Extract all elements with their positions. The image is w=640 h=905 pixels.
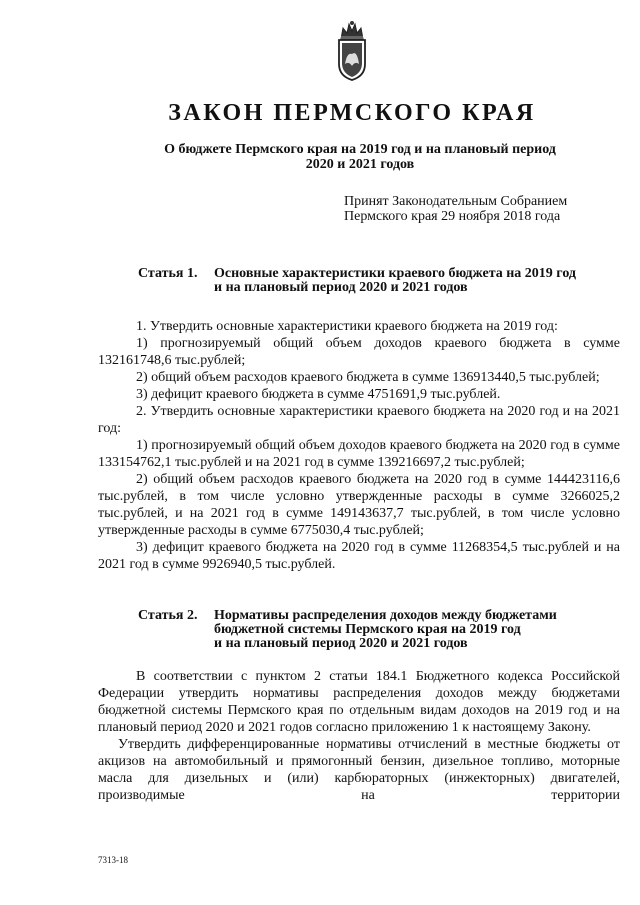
paragraph: В соответствии с пунктом 2 статьи 184.1 Бюджетного кодекса Российской Федерации утвердить нормативы распределения доходов между бюджетами бюджетной системы Пермского края по отдельным видам доходов на 2019 год и на плановый период 2020 и 2021 годов согласно приложению 1 к настоящему Закону. [98,669,620,735]
paragraph: 2. Утвердить основные характеристики краевого бюджета на 2020 год и на 2021 год: [98,404,620,436]
article-title-line: Нормативы распределения доходов между бюджетами [214,608,557,623]
subtitle-line: О бюджете Пермского края на 2019 год и на плановый период [164,142,556,157]
paragraph: Утвердить дифференцированные нормативы отчислений в местные бюджеты от акцизов на автомобильный и прямогонный бензин, дизельное топливо, моторные масла для дизельных и (или) карбюраторных (инжекторных) двигателей, производимые на территории [98,737,620,803]
document-subtitle [140,142,580,172]
adoption-line: Принят Законодательным Собранием [344,194,568,209]
article-title-line: Основные характеристики краевого бюджета на 2019 год [214,266,576,281]
article-title-line: и на плановый период 2020 и 2021 годов [214,280,468,295]
article-title [214,267,634,295]
article-2-body [98,668,620,804]
paragraph: 3) дефицит краевого бюджета на 2020 год в сумме 11268354,5 тыс.рублей и на 2021 год в сумме 9926940,5 тыс.рублей. [98,540,620,572]
adoption-note [344,194,567,224]
paragraph: 1. Утвердить основные характеристики краевого бюджета на 2019 год: [136,319,558,334]
document-code: 7313-18 [98,855,128,865]
article-title [214,609,634,651]
paragraph: 2) общий объем расходов краевого бюджета на 2020 год в сумме 144423116,6 тыс.рублей, в том числе условно утвержденные расходы в сумме 3266025,2 тыс.рублей, и на 2021 год в сумме 149143637,7 тыс.рублей, в том числе условно утвержденные расходы в сумме 6775030,4 тыс.рублей; [98,472,620,538]
paragraph: 3) дефицит краевого бюджета в сумме 4751691,9 тыс.рублей. [136,387,501,402]
paragraph: 1) прогнозируемый общий объем доходов краевого бюджета на 2020 год в сумме 133154762,1 тыс.рублей и на 2021 год в сумме 139216697,2 тыс.рублей; [98,438,620,470]
document-title: ЗАКОН ПЕРМСКОГО КРАЯ [168,100,536,126]
article-title-line: бюджетной системы Пермского края на 2019 год [214,622,521,637]
paragraph: 2) общий объем расходов краевого бюджета в сумме 136913440,5 тыс.рублей; [136,370,600,385]
article-number: Статья 2. [138,608,198,623]
subtitle-line: 2020 и 2021 годов [305,157,415,172]
coat-of-arms-emblem [329,20,375,82]
adoption-line: Пермского края 29 ноября 2018 года [344,209,561,224]
paragraph: 1) прогнозируемый общий объем доходов краевого бюджета в сумме 132161748,6 тыс.рублей; [98,336,620,368]
article-1-body [98,318,620,573]
article-title-line: и на плановый период 2020 и 2021 годов [214,636,468,651]
article-number: Статья 1. [138,266,198,281]
